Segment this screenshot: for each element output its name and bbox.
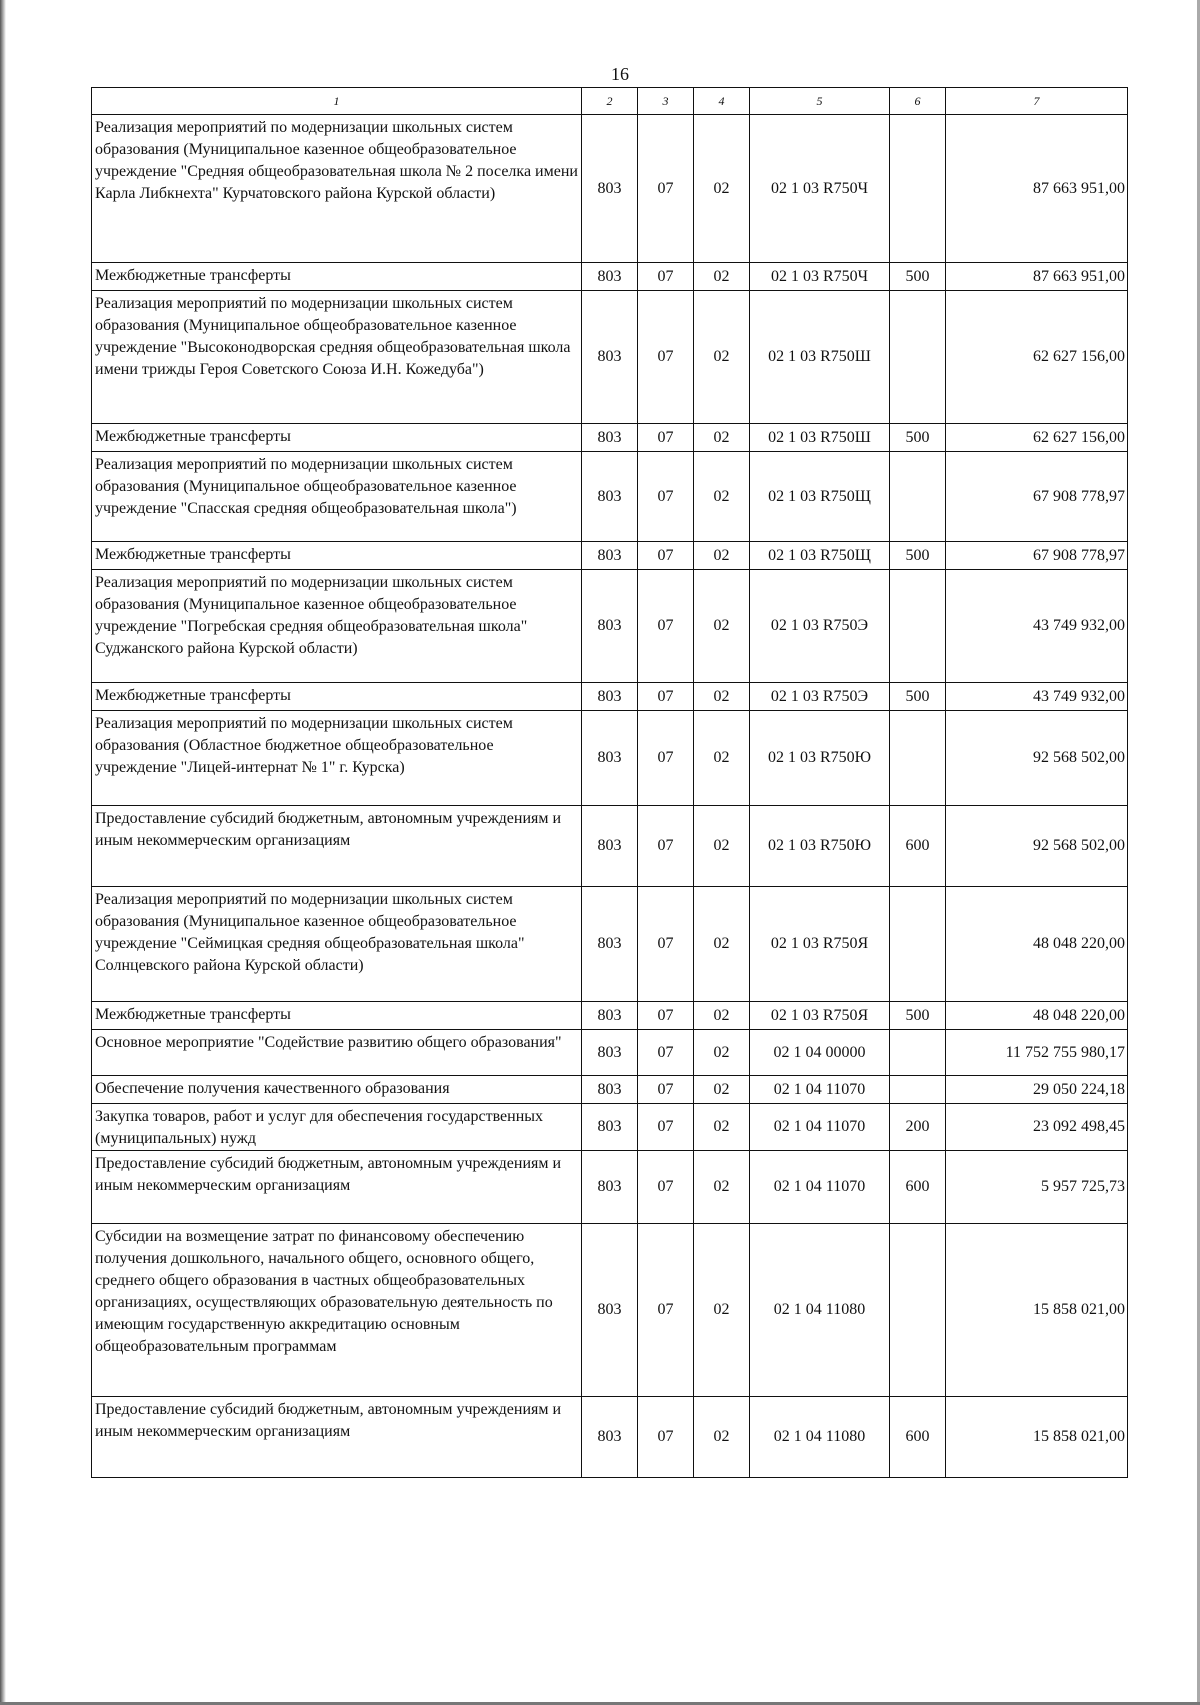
table-row	[92, 291, 1128, 424]
row-grbs-code: 803	[582, 570, 638, 683]
row-target-article: 02 1 03 R750Ю	[750, 711, 890, 806]
row-amount: 43 749 932,00	[946, 570, 1128, 683]
row-target-article: 02 1 04 00000	[750, 1030, 890, 1076]
row-name: Реализация мероприятий по модернизации школьных систем образования (Муниципальное общеобразовательное казенное учреждение "Высоконодворская средняя общеобразовательная школа имени трижды Героя Советского Союза И.Н. Кожедуба")	[92, 291, 582, 424]
row-target-article: 02 1 03 R750Ч	[750, 263, 890, 291]
row-expense-type: 500	[890, 1002, 946, 1030]
table-row	[92, 1151, 1128, 1224]
row-expense-type	[890, 291, 946, 424]
row-amount: 87 663 951,00	[946, 115, 1128, 263]
row-expense-type: 600	[890, 806, 946, 887]
table-row	[92, 1002, 1128, 1030]
row-section-code: 07	[638, 1076, 694, 1104]
row-grbs-code: 803	[582, 452, 638, 542]
row-grbs-code: 803	[582, 115, 638, 263]
row-amount: 5 957 725,73	[946, 1151, 1128, 1224]
row-subsection-code: 02	[694, 1030, 750, 1076]
row-expense-type: 500	[890, 683, 946, 711]
row-name: Обеспечение получения качественного образования	[92, 1076, 582, 1104]
row-subsection-code: 02	[694, 683, 750, 711]
row-expense-type	[890, 1224, 946, 1397]
row-name: Реализация мероприятий по модернизации школьных систем образования (Муниципальное казенное общеобразовательное учреждение "Сеймицкая средняя общеобразовательная школа" Солнцевского района Курской области)	[92, 887, 582, 1002]
row-target-article: 02 1 04 11080	[750, 1397, 890, 1478]
table-row	[92, 887, 1128, 1002]
row-grbs-code: 803	[582, 1151, 638, 1224]
row-target-article: 02 1 03 R750Ш	[750, 424, 890, 452]
row-section-code: 07	[638, 806, 694, 887]
row-target-article: 02 1 04 11080	[750, 1224, 890, 1397]
column-number-row	[92, 88, 1128, 115]
table-row	[92, 424, 1128, 452]
row-target-article: 02 1 04 11070	[750, 1104, 890, 1151]
row-expense-type	[890, 115, 946, 263]
table-row	[92, 806, 1128, 887]
row-amount: 62 627 156,00	[946, 424, 1128, 452]
row-amount: 92 568 502,00	[946, 711, 1128, 806]
row-grbs-code: 803	[582, 1397, 638, 1478]
row-grbs-code: 803	[582, 291, 638, 424]
row-amount: 87 663 951,00	[946, 263, 1128, 291]
row-section-code: 07	[638, 424, 694, 452]
row-name: Предоставление субсидий бюджетным, автономным учреждениям и иным некоммерческим организациям	[92, 806, 582, 887]
row-name: Реализация мероприятий по модернизации школьных систем образования (Муниципальное казенное общеобразовательное учреждение "Погребская средняя общеобразовательная школа" Суджанского района Курской области)	[92, 570, 582, 683]
row-grbs-code: 803	[582, 711, 638, 806]
row-name: Предоставление субсидий бюджетным, автономным учреждениям и иным некоммерческим организациям	[92, 1151, 582, 1224]
row-subsection-code: 02	[694, 1224, 750, 1397]
row-target-article: 02 1 04 11070	[750, 1076, 890, 1104]
scan-edge-left	[0, 0, 6, 1705]
row-subsection-code: 02	[694, 291, 750, 424]
row-name: Закупка товаров, работ и услуг для обеспечения государственных (муниципальных) нужд	[92, 1104, 582, 1151]
row-name: Межбюджетные трансферты	[92, 542, 582, 570]
row-expense-type: 600	[890, 1397, 946, 1478]
column-number: 1	[92, 88, 582, 115]
budget-table	[91, 87, 1128, 1478]
table-row	[92, 115, 1128, 263]
row-expense-type: 600	[890, 1151, 946, 1224]
column-number: 7	[946, 88, 1128, 115]
row-subsection-code: 02	[694, 542, 750, 570]
column-number: 2	[582, 88, 638, 115]
row-section-code: 07	[638, 1002, 694, 1030]
row-grbs-code: 803	[582, 263, 638, 291]
row-target-article: 02 1 04 11070	[750, 1151, 890, 1224]
row-grbs-code: 803	[582, 1030, 638, 1076]
row-grbs-code: 803	[582, 1224, 638, 1397]
row-section-code: 07	[638, 683, 694, 711]
row-section-code: 07	[638, 1151, 694, 1224]
row-section-code: 07	[638, 263, 694, 291]
row-subsection-code: 02	[694, 1002, 750, 1030]
row-section-code: 07	[638, 1224, 694, 1397]
row-grbs-code: 803	[582, 424, 638, 452]
table-row	[92, 1104, 1128, 1151]
page-number: 16	[611, 64, 629, 84]
row-name: Субсидии на возмещение затрат по финансовому обеспечению получения дошкольного, начального общего, основного общего, среднего общего образования в частных общеобразовательных организациях, осуществляющих образовательную деятельность по имеющим государственную аккредитацию основным общеобразовательным программам	[92, 1224, 582, 1397]
row-expense-type	[890, 887, 946, 1002]
row-expense-type: 500	[890, 424, 946, 452]
row-target-article: 02 1 03 R750Ш	[750, 291, 890, 424]
row-subsection-code: 02	[694, 1397, 750, 1478]
row-grbs-code: 803	[582, 1104, 638, 1151]
row-subsection-code: 02	[694, 115, 750, 263]
row-section-code: 07	[638, 570, 694, 683]
row-target-article: 02 1 03 R750Ч	[750, 115, 890, 263]
row-expense-type	[890, 1030, 946, 1076]
row-amount: 15 858 021,00	[946, 1224, 1128, 1397]
row-target-article: 02 1 03 R750Э	[750, 683, 890, 711]
table-row	[92, 1076, 1128, 1104]
row-subsection-code: 02	[694, 711, 750, 806]
row-subsection-code: 02	[694, 424, 750, 452]
column-number: 4	[694, 88, 750, 115]
row-subsection-code: 02	[694, 570, 750, 683]
row-amount: 11 752 755 980,17	[946, 1030, 1128, 1076]
row-amount: 43 749 932,00	[946, 683, 1128, 711]
row-amount: 15 858 021,00	[946, 1397, 1128, 1478]
row-expense-type: 500	[890, 542, 946, 570]
row-subsection-code: 02	[694, 1076, 750, 1104]
row-amount: 48 048 220,00	[946, 887, 1128, 1002]
row-section-code: 07	[638, 291, 694, 424]
row-section-code: 07	[638, 452, 694, 542]
row-subsection-code: 02	[694, 887, 750, 1002]
row-grbs-code: 803	[582, 542, 638, 570]
row-subsection-code: 02	[694, 1104, 750, 1151]
row-target-article: 02 1 03 R750Я	[750, 887, 890, 1002]
table-row	[92, 1030, 1128, 1076]
row-name: Предоставление субсидий бюджетным, автономным учреждениям и иным некоммерческим организациям	[92, 1397, 582, 1478]
row-section-code: 07	[638, 1030, 694, 1076]
row-subsection-code: 02	[694, 263, 750, 291]
row-grbs-code: 803	[582, 1076, 638, 1104]
table-row	[92, 542, 1128, 570]
row-name: Основное мероприятие "Содействие развитию общего образования"	[92, 1030, 582, 1076]
row-section-code: 07	[638, 711, 694, 806]
row-amount: 92 568 502,00	[946, 806, 1128, 887]
row-grbs-code: 803	[582, 1002, 638, 1030]
row-expense-type	[890, 452, 946, 542]
row-amount: 62 627 156,00	[946, 291, 1128, 424]
row-expense-type	[890, 711, 946, 806]
row-amount: 23 092 498,45	[946, 1104, 1128, 1151]
row-expense-type	[890, 570, 946, 683]
row-grbs-code: 803	[582, 806, 638, 887]
row-name: Реализация мероприятий по модернизации школьных систем образования (Муниципальное казенное общеобразовательное учреждение "Средняя общеобразовательная школа № 2 поселка имени Карла Либкнехта" Курчатовского района Курской области)	[92, 115, 582, 263]
table-row	[92, 1224, 1128, 1397]
row-expense-type	[890, 1076, 946, 1104]
row-name: Межбюджетные трансферты	[92, 683, 582, 711]
row-expense-type: 500	[890, 263, 946, 291]
row-amount: 67 908 778,97	[946, 542, 1128, 570]
row-expense-type: 200	[890, 1104, 946, 1151]
row-name: Реализация мероприятий по модернизации школьных систем образования (Областное бюджетное общеобразовательное учреждение "Лицей-интернат № 1" г. Курска)	[92, 711, 582, 806]
row-amount: 67 908 778,97	[946, 452, 1128, 542]
table-row	[92, 263, 1128, 291]
row-section-code: 07	[638, 887, 694, 1002]
row-section-code: 07	[638, 1104, 694, 1151]
row-subsection-code: 02	[694, 1151, 750, 1224]
row-target-article: 02 1 03 R750Щ	[750, 452, 890, 542]
row-section-code: 07	[638, 115, 694, 263]
row-amount: 29 050 224,18	[946, 1076, 1128, 1104]
table-row	[92, 683, 1128, 711]
row-target-article: 02 1 03 R750Щ	[750, 542, 890, 570]
column-number: 3	[638, 88, 694, 115]
row-amount: 48 048 220,00	[946, 1002, 1128, 1030]
row-name: Межбюджетные трансферты	[92, 1002, 582, 1030]
table-row	[92, 1397, 1128, 1478]
row-section-code: 07	[638, 1397, 694, 1478]
column-number: 6	[890, 88, 946, 115]
row-section-code: 07	[638, 542, 694, 570]
table-row	[92, 570, 1128, 683]
row-name: Межбюджетные трансферты	[92, 263, 582, 291]
row-target-article: 02 1 03 R750Э	[750, 570, 890, 683]
row-target-article: 02 1 03 R750Ю	[750, 806, 890, 887]
row-grbs-code: 803	[582, 683, 638, 711]
row-target-article: 02 1 03 R750Я	[750, 1002, 890, 1030]
row-subsection-code: 02	[694, 452, 750, 542]
column-number: 5	[750, 88, 890, 115]
row-name: Межбюджетные трансферты	[92, 424, 582, 452]
table-row	[92, 711, 1128, 806]
row-subsection-code: 02	[694, 806, 750, 887]
row-grbs-code: 803	[582, 887, 638, 1002]
table-row	[92, 452, 1128, 542]
row-name: Реализация мероприятий по модернизации школьных систем образования (Муниципальное общеобразовательное казенное учреждение "Спасская средняя общеобразовательная школа")	[92, 452, 582, 542]
